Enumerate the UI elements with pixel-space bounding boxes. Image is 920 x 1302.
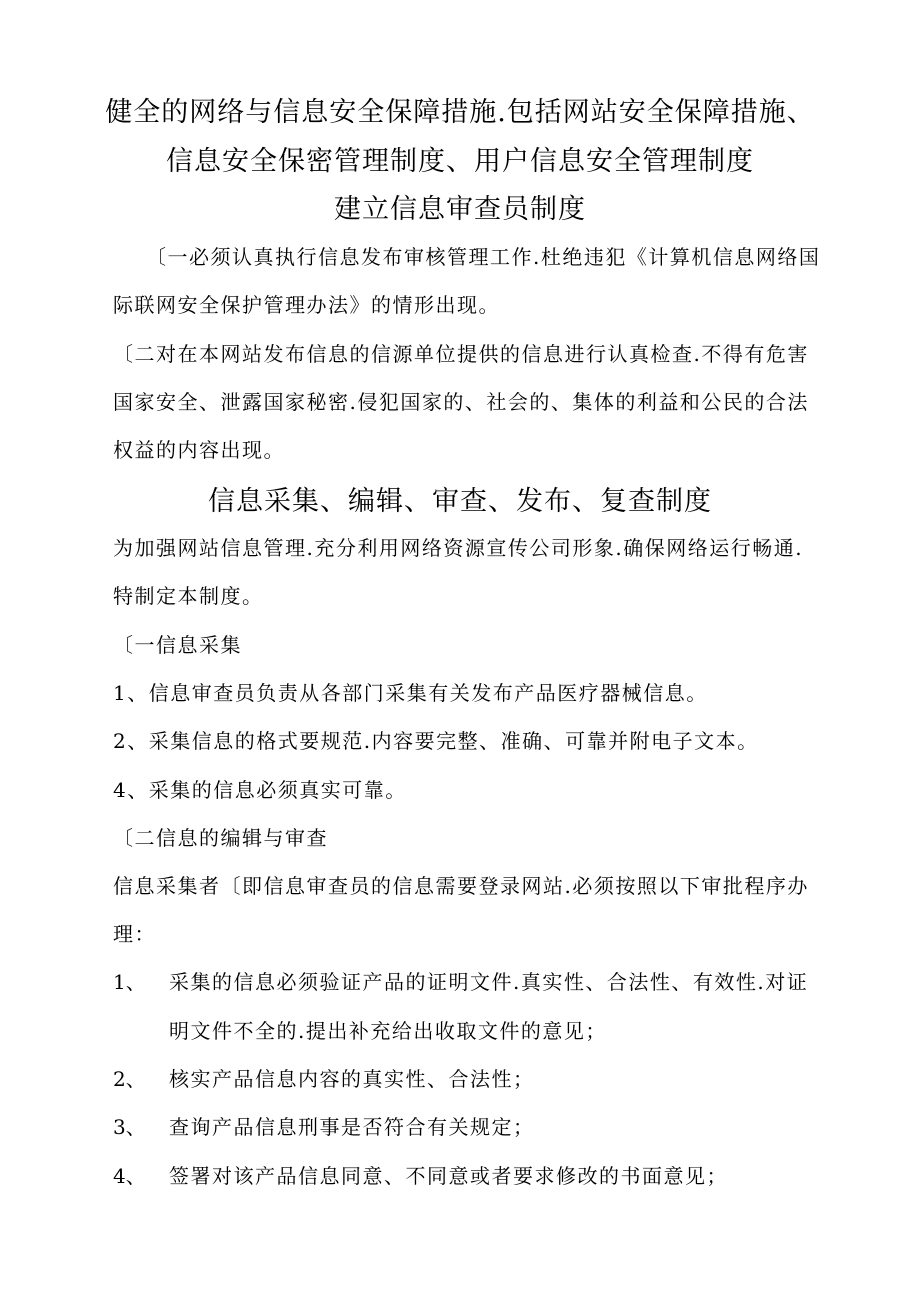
subheading-collection: 〔一信息采集 <box>113 633 242 657</box>
section-title-publish-system: 信息采集、编辑、审查、发布、复查制度 <box>208 486 712 517</box>
section-title-reviewer-system: 建立信息审查员制度 <box>334 194 586 225</box>
collection-item-2: 2、采集信息的格式要规范.内容要完整、准确、可靠并附电子文本。 <box>113 729 759 753</box>
collection-item-4: 4、采集的信息必须真实可靠。 <box>113 778 407 802</box>
collection-item-1: 1、信息审查员负责从各部门采集有关发布产品医疗器械信息。 <box>113 681 708 705</box>
procedure-item-4-number: 4、 <box>113 1164 146 1188</box>
paragraph-2-line-1: 〔二对在本网站发布信息的信源单位提供的信息进行认真检查.不得有危害 <box>113 342 809 366</box>
procedure-item-3-text: 查询产品信息刑事是否符合有关规定； <box>169 1115 535 1139</box>
main-heading-line-1: 健全的网络与信息安全保障措施.包括网站安全保障措施、 <box>105 97 815 128</box>
subheading-editing-review: 〔二信息的编辑与审查 <box>113 826 328 850</box>
intro-line-2: 特制定本制度。 <box>113 584 264 608</box>
main-heading-line-2: 信息安全保密管理制度、用户信息安全管理制度 <box>166 146 754 177</box>
procedure-item-2-number: 2、 <box>113 1067 146 1091</box>
paragraph-1-line-2: 际联网安全保护管理办法》的情形出现。 <box>113 293 500 317</box>
procedure-item-4-text: 签署对该产品信息同意、不同意或者要求修改的书面意见； <box>169 1164 728 1188</box>
procedure-item-1-line-1: 采集的信息必须验证产品的证明文件.真实性、合法性、有效性.对证 <box>169 970 809 994</box>
procedure-item-2-text: 核实产品信息内容的真实性、合法性； <box>169 1067 535 1091</box>
procedure-item-1-number: 1、 <box>113 970 146 994</box>
procedure-intro-line-1: 信息采集者〔即信息审查员的信息需要登录网站.必须按照以下审批程序办 <box>113 874 809 898</box>
paragraph-1-line-1: 〔一必须认真执行信息发布审核管理工作.杜绝违犯《计算机信息网络国 <box>146 245 821 269</box>
procedure-item-1-line-2: 明文件不全的.提出补充给出收取文件的意见； <box>169 1019 607 1043</box>
procedure-intro-line-2: 理： <box>113 922 156 946</box>
paragraph-2-line-3: 权益的内容出现。 <box>113 438 285 462</box>
procedure-item-3-number: 3、 <box>113 1115 146 1139</box>
intro-line-1: 为加强网站信息管理.充分利用网络资源宣传公司形象.确保网络运行畅通. <box>113 536 804 560</box>
paragraph-2-line-2: 国家安全、泄露国家秘密.侵犯国家的、社会的、集体的利益和公民的合法 <box>113 390 809 414</box>
